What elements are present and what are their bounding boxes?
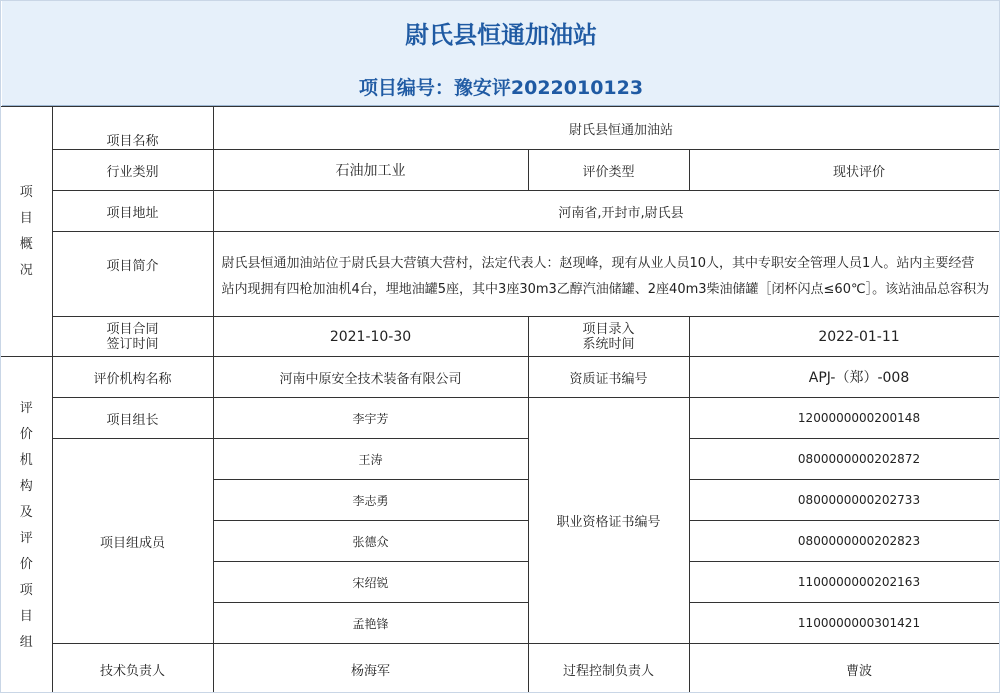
row-responsible [1, 644, 1000, 694]
label-qualification: 职业资格证书编号 [528, 398, 689, 644]
member-row [1, 439, 1000, 480]
member-name: 宋绍锐 [213, 562, 528, 603]
label-org: 评价机构名称 [52, 357, 213, 398]
section-label-overview: 项 目 概 况 [1, 107, 52, 357]
label-eval-type: 评价类型 [528, 150, 689, 191]
row-dates [1, 317, 1000, 357]
value-industry: 石油加工业 [213, 150, 528, 191]
value-leader: 李宇芳 [213, 398, 528, 439]
value-process-lead: 曹波 [689, 644, 1000, 694]
member-name: 王涛 [213, 439, 528, 480]
info-table [1, 106, 1000, 693]
member-cert: 0800000000202733 [689, 480, 1000, 521]
label-entry-time: 项目录入 系统时间 [528, 317, 689, 357]
label-contract-time: 项目合同 签订时间 [52, 317, 213, 357]
project-number: 项目编号：豫安评2022010123 [358, 77, 644, 99]
value-address: 河南省,开封市,尉氏县 [213, 191, 1000, 232]
member-cert: 0800000000202872 [689, 439, 1000, 480]
value-project-name: 尉氏县恒通加油站 [213, 107, 1000, 150]
member-cert: 0800000000202823 [689, 521, 1000, 562]
value-entry-time: 2022-01-11 [689, 317, 1000, 357]
label-tech-lead: 技术负责人 [52, 644, 213, 694]
row-intro [1, 232, 1000, 317]
header [2, 1, 1000, 106]
label-members: 项目组成员 [52, 439, 213, 644]
member-name: 李志勇 [213, 480, 528, 521]
label-process-lead: 过程控制负责人 [528, 644, 689, 694]
member-cert: 1100000000301421 [689, 603, 1000, 644]
row-leader [1, 398, 1000, 439]
label-industry: 行业类别 [52, 150, 213, 191]
value-eval-type: 现状评价 [689, 150, 1000, 191]
label-project-name: 项目名称 [52, 107, 213, 150]
value-cert: APJ-（郑）-008 [689, 357, 1000, 398]
member-name: 孟艳锋 [213, 603, 528, 644]
row-project-name [1, 107, 1000, 150]
value-intro [213, 232, 1000, 317]
page-title: 尉氏县恒通加油站 [405, 21, 597, 49]
row-industry [1, 150, 1000, 191]
label-intro: 项目简介 [52, 232, 213, 317]
value-tech-lead: 杨海军 [213, 644, 528, 694]
label-leader: 项目组长 [52, 398, 213, 439]
value-leader-cert: 1200000000200148 [689, 398, 1000, 439]
value-org: 河南中原安全技术装备有限公司 [213, 357, 528, 398]
section-label-org: 评 价 机 构 及 评 价 项 目 组 [1, 357, 52, 694]
member-cert: 1100000000202163 [689, 562, 1000, 603]
member-name: 张德众 [213, 521, 528, 562]
intro-line-2: 站内现拥有四枪加油机4台，埋地油罐5座，其中3座30m3乙醇汽油储罐、2座40m3柴油储罐［闭杯闪点≤60℃］。该站油品总容积为 [221, 282, 990, 297]
row-address [1, 191, 1000, 232]
row-org [1, 357, 1000, 398]
intro-line-1: 尉氏县恒通加油站位于尉氏县大营镇大营村，法定代表人：赵现峰，现有从业人员10人，其中专职安全管理人员1人。站内主要经营 [221, 256, 975, 271]
value-contract-time: 2021-10-30 [213, 317, 528, 357]
label-cert: 资质证书编号 [528, 357, 689, 398]
label-address: 项目地址 [52, 191, 213, 232]
